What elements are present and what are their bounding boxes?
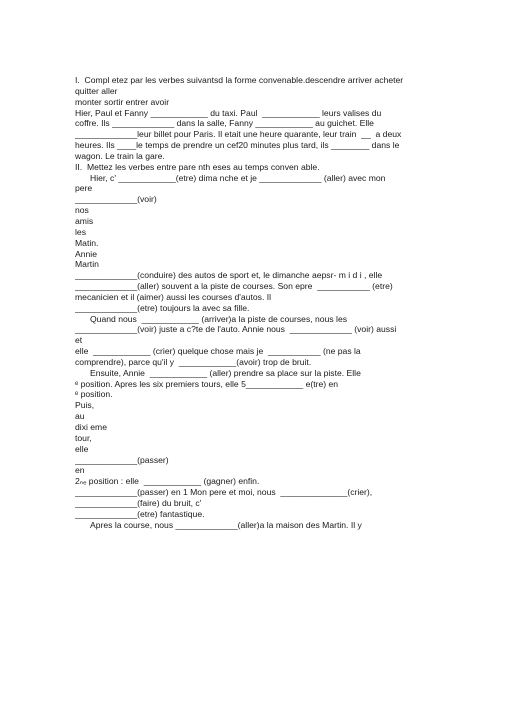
text-line: Puis,	[75, 400, 95, 411]
text-line: _____________(conduire) des autos de sport et, le dimanche aepsr- m i d i , elle	[75, 270, 383, 281]
text-line: Quand nous ____________ (arriver)a la piste de courses, nous les	[90, 313, 348, 324]
text-line: _____________(faire) du bruit, c'	[75, 497, 202, 508]
text-line: Martin	[75, 259, 99, 270]
text-line: ᵉ position.	[75, 389, 113, 400]
text-line: elle	[75, 443, 89, 454]
text-line: Annie	[75, 248, 97, 259]
text-line: _____________(etre) fantastique.	[75, 508, 205, 519]
text-line: dixi eme	[75, 422, 107, 432]
text-line: ᵉ position. Apres les six premiers tours, elle 5____________ e(tre) en	[75, 378, 339, 389]
text-line: les	[75, 226, 86, 237]
text-line: _____________(passer)	[75, 454, 169, 465]
text-line: _____________(voir) juste a c?te de l'auto. Annie nous _____________ (voir) aussi	[75, 324, 397, 335]
text-line: heures. Ils ____le temps de prendre un cef20 minutes plus tard, ils ________ dans le	[75, 140, 400, 151]
text-line: 2ₙₑ position : elle ____________ (gagner) enfin.	[75, 476, 260, 487]
text-line: nos	[75, 205, 89, 216]
text-line: comprendre), parce qu'il y ____________(avoir) trop de bruit.	[75, 356, 312, 367]
text-line: elle ____________ (crier) quelque chose mais je ___________ (ne pas la	[75, 346, 361, 357]
text-line: _____________(voir)	[75, 194, 157, 205]
text-line: _____________(passer) en 1 Mon pere et moi, nous ______________(crier),	[75, 487, 373, 498]
text-line: et	[75, 335, 83, 346]
text-line: quitter aller	[75, 85, 118, 96]
text-line: monter sortir entrer avoir	[75, 96, 170, 107]
text-line: Hier, c' ____________(etre) dima nche et je _____________ (aller) avec mon	[90, 172, 386, 183]
text-line: au	[75, 411, 85, 422]
text-line: _____________leur billet pour Paris. Il etait une heure quarante, leur train __ a deux	[75, 129, 402, 140]
worksheet-text	[75, 75, 445, 530]
text-line: en	[75, 465, 85, 476]
text-line: Hier, Paul et Fanny ____________ du taxi. Paul ____________ leurs valises du	[75, 107, 382, 118]
text-line: _____________(etre) toujours la avec sa fille.	[75, 302, 250, 313]
text-line: wagon. Le train la gare.	[75, 150, 165, 161]
text-line: mecanicien et il (aimer) aussi les courses d'autos. Il	[75, 291, 272, 302]
text-line: _____________(aller) souvent a la piste de courses. Son epre ___________ (etre)	[75, 281, 393, 292]
text-line: tour,	[75, 432, 92, 443]
text-line: pere	[75, 183, 93, 194]
text-line: Ensuite, Annie ____________ (aller) prendre sa place sur la piste. Elle	[90, 367, 361, 378]
text-line: Matin.	[75, 237, 99, 248]
text-line: coffre. Ils _____________ dans la salle, Fanny ____________ au guichet. Elle	[75, 118, 374, 129]
text-line: I. Compl etez par les verbes suivantsd la forme convenable.descendre arriver acheter	[75, 75, 404, 85]
text-line: II. Mettez les verbes entre pare nth eses au temps conven able.	[75, 161, 320, 172]
text-line: Apres la course, nous _____________(aller)a la maison des Martin. Il y	[90, 519, 362, 530]
text-line: amis	[75, 215, 94, 226]
